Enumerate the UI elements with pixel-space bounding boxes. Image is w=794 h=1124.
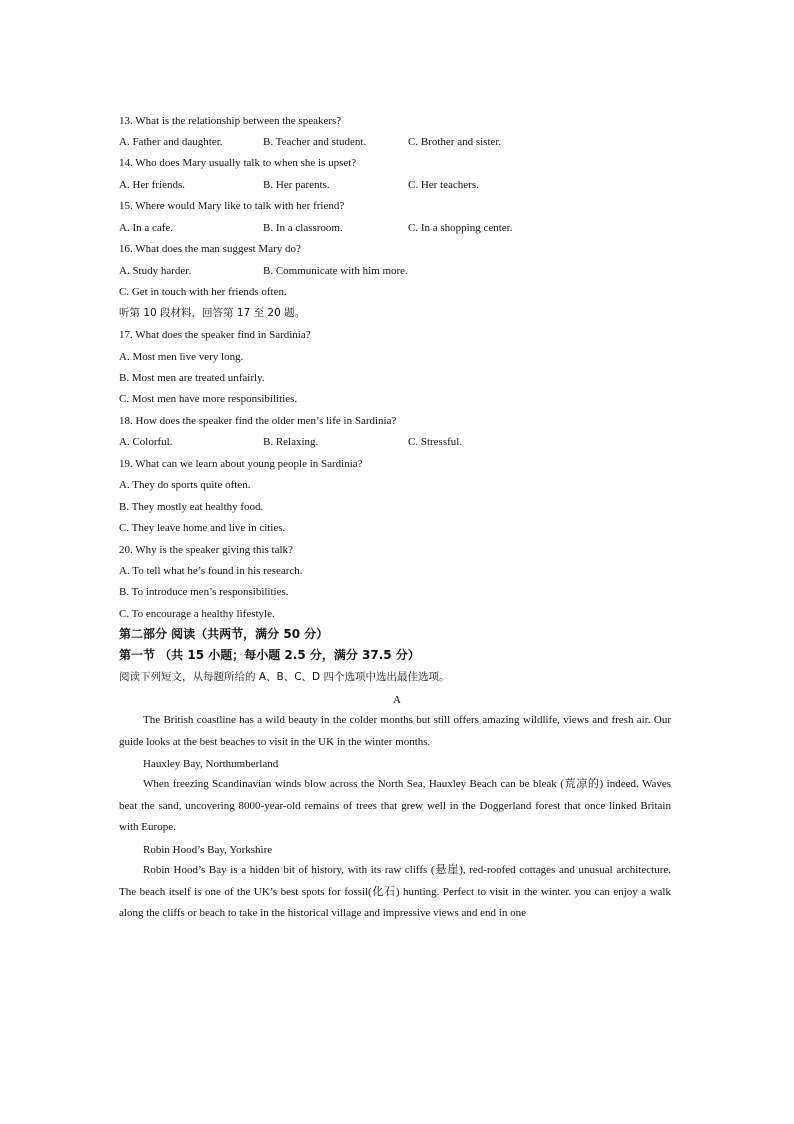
q19-option-b: B. They mostly eat healthy food. bbox=[119, 501, 264, 513]
place-heading-hauxley: Hauxley Bay, Northumberland bbox=[143, 758, 279, 770]
q16-option-c: C. Get in touch with her friends often. bbox=[119, 286, 287, 298]
q13-option-c: C. Brother and sister. bbox=[408, 136, 502, 148]
part-two-title: 第二部分 阅读（共两节，满分 50 分） bbox=[119, 627, 329, 641]
q20-option-c: C. To encourage a healthy lifestyle. bbox=[119, 608, 275, 620]
section-one-title: 第一节 （共 15 小题；每小题 2.5 分，满分 37.5 分） bbox=[119, 648, 420, 662]
q17-option-c: C. Most men have more responsibilities. bbox=[119, 393, 298, 405]
q16-option-a: A. Study harder. bbox=[119, 265, 192, 277]
q13-option-b: B. Teacher and student. bbox=[263, 136, 367, 148]
q20-option-a: A. To tell what he’s found in his research. bbox=[119, 565, 303, 577]
question-17: 17. What does the speaker find in Sardinia? bbox=[119, 329, 311, 341]
q17-option-a: A. Most men live very long. bbox=[119, 351, 244, 363]
q15-option-c: C. In a shopping center. bbox=[408, 222, 513, 234]
q13-option-a: A. Father and daughter. bbox=[119, 136, 223, 148]
q18-option-c: C. Stressful. bbox=[408, 436, 463, 448]
place-text-hauxley: When freezing Scandinavian winds blow across the North Sea, Hauxley Beach can be bleak (荒凉的) indeed. Waves beat the sand, uncovering 8000-year-old remains of trees that grew well in the Doggerland forest that once linked Britain with Europe. bbox=[119, 778, 671, 833]
reading-instruction: 阅读下列短文，从每题所给的 A、B、C、D 四个选项中选出最佳选项。 bbox=[119, 671, 450, 683]
question-18: 18. How does the speaker find the older men’s life in Sardinia? bbox=[119, 415, 397, 427]
question-13: 13. What is the relationship between the speakers? bbox=[119, 115, 342, 127]
q15-option-b: B. In a classroom. bbox=[263, 222, 343, 234]
q18-option-b: B. Relaxing. bbox=[263, 436, 319, 448]
passage-label: A bbox=[393, 694, 401, 706]
place-text-robin-hood: Robin Hood’s Bay is a hidden bit of history, with its raw cliffs (悬崖), red-roofed cottages and unusual architecture. The beach itself is one of the UK’s best spots for fossil(化石) hunting. Perfect to visit in the winter. you can enjoy a walk along the cliffs or beach to take in the historical village and impressive views and end in one bbox=[119, 864, 671, 919]
place-heading-robin-hood: Robin Hood’s Bay, Yorkshire bbox=[143, 844, 273, 856]
q16-option-b: B. Communicate with him more. bbox=[263, 265, 408, 277]
section-10-instruction: 听第 10 段材料，回答第 17 至 20 题。 bbox=[119, 307, 306, 319]
question-14: 14. Who does Mary usually talk to when she is upset? bbox=[119, 157, 357, 169]
q19-option-c: C. They leave home and live in cities. bbox=[119, 522, 286, 534]
q18-option-a: A. Colorful. bbox=[119, 436, 173, 448]
q14-option-b: B. Her parents. bbox=[263, 179, 330, 191]
q14-option-a: A. Her friends. bbox=[119, 179, 185, 191]
question-19: 19. What can we learn about young people in Sardinia? bbox=[119, 458, 363, 470]
question-20: 20. Why is the speaker giving this talk? bbox=[119, 544, 293, 556]
question-16: 16. What does the man suggest Mary do? bbox=[119, 243, 301, 255]
q17-option-b: B. Most men are treated unfairly. bbox=[119, 372, 265, 384]
passage-intro: The British coastline has a wild beauty in the colder months but still offers amazing wildlife, views and fresh air. Our guide looks at the best beaches to visit in the UK in the winter months. bbox=[119, 714, 671, 748]
q19-option-a: A. They do sports quite often. bbox=[119, 479, 251, 491]
question-15: 15. Where would Mary like to talk with her friend? bbox=[119, 200, 345, 212]
q15-option-a: A. In a cafe. bbox=[119, 222, 174, 234]
q20-option-b: B. To introduce men’s responsibilities. bbox=[119, 586, 289, 598]
q14-option-c: C. Her teachers. bbox=[408, 179, 479, 191]
